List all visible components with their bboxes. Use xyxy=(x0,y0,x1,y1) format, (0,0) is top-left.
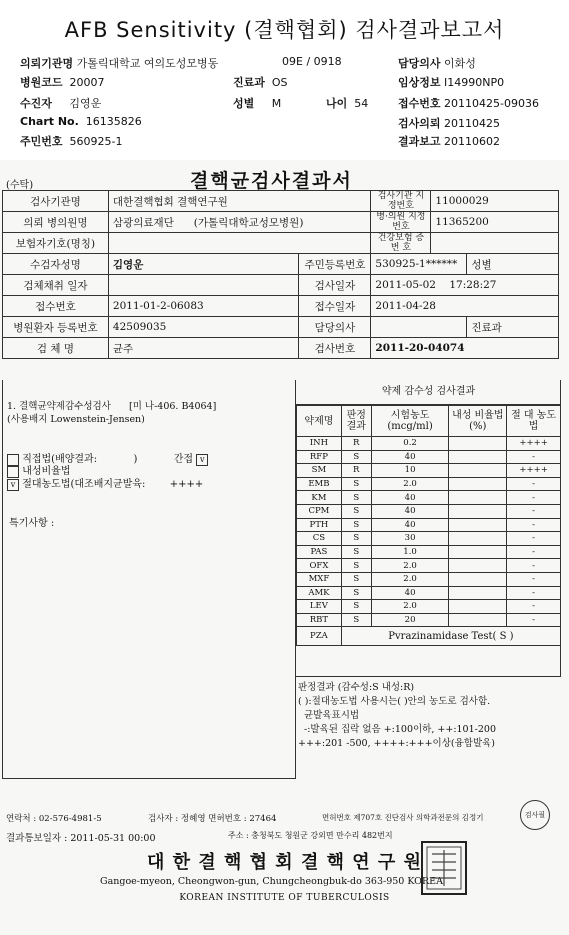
req-org-label: 의뢰기관명 xyxy=(20,57,74,70)
drug-row xyxy=(297,559,561,573)
drug-row xyxy=(297,545,561,559)
patient-label: 수진자 xyxy=(20,97,52,110)
drug-sensitivity-table xyxy=(296,405,561,646)
collect-date-value xyxy=(108,275,299,296)
drug-row xyxy=(297,477,561,491)
specimen-label: 검 체 명 xyxy=(3,338,109,359)
clinic-no-value: 11365200 xyxy=(431,212,559,233)
drug-result-cell: S xyxy=(341,532,371,546)
insurance-no-value xyxy=(431,233,559,254)
drug-conc-cell: 20 xyxy=(371,613,449,627)
method-code: [미 나-406. B4064] xyxy=(128,401,217,412)
sex-value: M xyxy=(271,97,282,110)
consign-tag: (수탁) xyxy=(6,180,34,191)
drug-ratio-cell xyxy=(449,437,507,451)
drug-result-cell: S xyxy=(341,491,371,505)
drug-abs-cell: - xyxy=(507,572,561,586)
pza-label: PZA xyxy=(297,627,342,646)
drug-ratio-cell xyxy=(449,464,507,478)
report-date-value: 20110602 xyxy=(444,135,501,148)
drug-result-cell: S xyxy=(341,613,371,627)
doctor-value: 이화성 xyxy=(444,57,476,70)
institute-name-en: KOREAN INSTITUTE OF TUBERCULOSIS xyxy=(179,893,390,903)
legend-line-2: ( ):절대농도법 사용시는( )안의 농도로 검사함. xyxy=(298,696,491,707)
patient-reg-label: 병원환자 등록번호 xyxy=(3,317,109,338)
drug-ratio-cell xyxy=(449,545,507,559)
drug-ratio-cell xyxy=(449,559,507,573)
chart-label: Chart No. xyxy=(20,115,79,128)
examinee-rrn-label: 주민등록번호 xyxy=(299,254,371,275)
drug-row xyxy=(297,437,561,451)
drug-conc-cell: 10 xyxy=(371,464,449,478)
drug-abs-cell: - xyxy=(507,504,561,518)
drug-ratio-cell xyxy=(449,600,507,614)
drug-abs-cell: - xyxy=(507,586,561,600)
inspection-stamp: 검사필 xyxy=(520,800,550,830)
footer-notice-label: 결과통보일자 : xyxy=(6,833,68,844)
drug-abs-cell: - xyxy=(507,600,561,614)
rrn-label: 주민번호 xyxy=(20,135,63,148)
footer-address: 주소 : 충청북도 청원군 강외면 만수리 482번지 xyxy=(228,831,393,840)
clinical-value: I14990NP0 xyxy=(444,76,505,89)
drug-result-cell: S xyxy=(341,477,371,491)
req-clinic-note: (가톨릭대학교성모병원) xyxy=(193,216,304,229)
drug-abs-cell: ++++ xyxy=(507,464,561,478)
age-value: 54 xyxy=(354,97,369,110)
recv-date-value: 2011-04-28 xyxy=(371,296,559,317)
drug-result-cell: R xyxy=(341,464,371,478)
drug-ratio-cell xyxy=(449,518,507,532)
method-title: 1. 결핵균약제감수성검사 xyxy=(7,401,111,412)
rrn-value: 560925-1 xyxy=(69,135,123,148)
drug-abs-cell: - xyxy=(507,559,561,573)
drug-name-cell: AMK xyxy=(297,586,342,600)
drug-abs-cell: - xyxy=(507,545,561,559)
hosp-code-value: 20007 xyxy=(69,76,105,89)
drug-conc-cell: 40 xyxy=(371,586,449,600)
req-clinic-value: 삼광의료재단 xyxy=(112,216,174,229)
drug-name-cell: PAS xyxy=(297,545,342,559)
drug-name-cell: MXF xyxy=(297,572,342,586)
drug-abs-cell: - xyxy=(507,613,561,627)
patient-reg-value: 42509035 xyxy=(108,317,299,338)
footer-contact: 연락처 : 02-576-4981-5 xyxy=(6,814,102,824)
drug-result-cell: S xyxy=(341,586,371,600)
drug-name-cell: PTH xyxy=(297,518,342,532)
legend-box xyxy=(295,676,561,779)
drug-row xyxy=(297,586,561,600)
exam-no-value: 2011-20-04074 xyxy=(371,338,559,359)
drug-abs-cell: - xyxy=(507,491,561,505)
attending-label: 담당의사 xyxy=(299,317,371,338)
indirect-checkbox: v xyxy=(196,454,208,466)
drug-abs-cell: - xyxy=(507,518,561,532)
drug-conc-cell: 2.0 xyxy=(371,559,449,573)
col-result: 판정 결과 xyxy=(341,406,371,437)
col-conc: 시험농도 (mcg/ml) xyxy=(371,406,449,437)
recv-no-label: 접수번호 xyxy=(3,296,109,317)
drug-name-cell: OFX xyxy=(297,559,342,573)
patient-value: 김영운 xyxy=(69,97,102,110)
sex-label: 성별 xyxy=(233,97,255,110)
drug-conc-cell: 30 xyxy=(371,532,449,546)
exam-req-label: 검사의뢰 xyxy=(398,117,441,130)
official-seal-icon xyxy=(420,840,468,896)
req-org-value: 가톨릭대학교 여의도성모병동 xyxy=(76,57,219,70)
remarks-label: 특기사항 : xyxy=(9,518,55,529)
req-clinic-label: 의뢰 병의원명 xyxy=(3,212,109,233)
drug-conc-cell: 2.0 xyxy=(371,600,449,614)
drug-ratio-cell xyxy=(449,532,507,546)
institute-address-en: Gangoe-myeon, Cheongwon-gun, Chungcheongbuk-do 363-950 KOREA xyxy=(100,876,443,887)
drug-ratio-cell xyxy=(449,450,507,464)
col-ratio: 내성 비율법(%) xyxy=(449,406,507,437)
chart-value: 16135826 xyxy=(85,115,142,128)
ward-value: 09E / 0918 xyxy=(282,55,342,68)
lab-no-label: 검사기관 지정번호 xyxy=(371,191,431,212)
drug-name-cell: LEV xyxy=(297,600,342,614)
lab-no-value: 11000029 xyxy=(431,191,559,212)
receipt-label: 접수번호 xyxy=(398,97,441,110)
ratio-label: 내성비율법 xyxy=(22,466,71,477)
footer-examiner: 검사자 : 정혜영 면허번호 : 27464 xyxy=(148,814,277,824)
attending-value xyxy=(371,317,467,338)
drug-conc-cell: 2.0 xyxy=(371,477,449,491)
sensitivity-title: 약제 감수성 검사결과 xyxy=(296,380,561,405)
direct-close: ) xyxy=(133,454,138,465)
drug-abs-cell: ++++ xyxy=(507,437,561,451)
drug-conc-cell: 40 xyxy=(371,450,449,464)
patient-info-table xyxy=(2,190,559,359)
age-label: 나이 xyxy=(326,97,348,110)
drug-name-cell: CPM xyxy=(297,504,342,518)
exam-req-value: 20110425 xyxy=(444,117,501,130)
document-title: 결핵균검사결과서 xyxy=(190,170,353,192)
drug-row xyxy=(297,464,561,478)
dept-value: OS xyxy=(271,76,288,89)
legend-line-3: 균발육표시법 xyxy=(304,710,360,721)
pza-value: Pvrazinamidase Test( S ) xyxy=(341,627,560,646)
drug-result-cell: S xyxy=(341,572,371,586)
drug-result-cell: S xyxy=(341,600,371,614)
legend-line-4: -:발육된 집락 없음 +:100이하, ++:101-200 xyxy=(304,724,496,735)
legend-line-5: +++:201 -500, ++++:+++이상(융합발육) xyxy=(298,738,496,749)
absolute-label: 절대농도법(대조배지균발육: xyxy=(22,479,146,490)
examinee-rrn-value: 530925-1****** xyxy=(371,254,467,275)
drug-result-cell: S xyxy=(341,450,371,464)
drug-conc-cell: 40 xyxy=(371,491,449,505)
drug-abs-cell: - xyxy=(507,450,561,464)
drug-conc-cell: 40 xyxy=(371,518,449,532)
receipt-value: 20110425-09036 xyxy=(444,97,539,110)
drug-conc-cell: 0.2 xyxy=(371,437,449,451)
drug-abs-cell: - xyxy=(507,532,561,546)
drug-row xyxy=(297,518,561,532)
results-section xyxy=(2,380,561,779)
footer-license: 면허번호 제707호 진단검사 의학과전문의 김정기 xyxy=(322,813,484,822)
drug-ratio-cell xyxy=(449,586,507,600)
exam-time-value: 17:28:27 xyxy=(449,279,497,291)
exam-date-value: 2011-05-02 xyxy=(375,279,436,291)
exam-no-label: 검사번호 xyxy=(299,338,371,359)
insurer-label: 보험자기호(명칭) xyxy=(3,233,109,254)
drug-result-cell: S xyxy=(341,518,371,532)
drug-result-cell: S xyxy=(341,504,371,518)
drug-row xyxy=(297,600,561,614)
collect-date-label: 검체채취 일자 xyxy=(3,275,109,296)
drug-row xyxy=(297,491,561,505)
drug-result-cell: S xyxy=(341,545,371,559)
drug-abs-cell: - xyxy=(507,477,561,491)
dept-label: 진료과 xyxy=(233,76,265,89)
drug-ratio-cell xyxy=(449,613,507,627)
clinical-label: 임상정보 xyxy=(398,76,441,89)
col-drug: 약제명 xyxy=(297,406,342,437)
lab-name-label: 검사기관명 xyxy=(3,191,109,212)
institute-name-kr: 대 한 결 핵 협 회 결 핵 연 구 원 xyxy=(147,852,422,873)
drug-result-cell: S xyxy=(341,559,371,573)
hosp-code-label: 병원코드 xyxy=(20,76,63,89)
drug-ratio-cell xyxy=(449,491,507,505)
drug-conc-cell: 2.0 xyxy=(371,572,449,586)
drug-name-cell: EMB xyxy=(297,477,342,491)
drug-ratio-cell xyxy=(449,477,507,491)
drug-row xyxy=(297,613,561,627)
recv-date-label: 접수일자 xyxy=(299,296,371,317)
clinic-no-label: 병·의원 지정번호 xyxy=(371,212,431,233)
direct-label: 직접법(배양결과: xyxy=(22,454,98,465)
drug-row xyxy=(297,504,561,518)
legend-line-1: 판정결과 (감수성:S 내성:R) xyxy=(298,682,415,693)
drug-name-cell: KM xyxy=(297,491,342,505)
method-panel xyxy=(3,380,295,778)
indirect-label: 간접 xyxy=(173,454,194,465)
medium-text: (사용배지 Lowenstein-Jensen) xyxy=(7,414,145,425)
insurer-value xyxy=(108,233,371,254)
exam-date-label: 검사일자 xyxy=(299,275,371,296)
absolute-checkbox: v xyxy=(7,479,19,491)
doctor-label: 담당의사 xyxy=(398,57,441,70)
drug-row xyxy=(297,450,561,464)
absolute-value: ++++ xyxy=(169,479,204,490)
drug-name-cell: INH xyxy=(297,437,342,451)
lab-name-value: 대한결핵협회 결핵연구원 xyxy=(108,191,371,212)
col-absolute: 절 대 농도법 xyxy=(507,406,561,437)
drug-row xyxy=(297,532,561,546)
drug-result-cell: R xyxy=(341,437,371,451)
footer-notice-value: 2011-05-31 00:00 xyxy=(70,833,156,844)
specimen-value: 균주 xyxy=(108,338,299,359)
drug-conc-cell: 1.0 xyxy=(371,545,449,559)
drug-ratio-cell xyxy=(449,504,507,518)
examinee-name-value: 김영운 xyxy=(108,254,299,275)
drug-row xyxy=(297,572,561,586)
insurance-no-label: 건강보험 증 번 호 xyxy=(371,233,431,254)
drug-name-cell: CS xyxy=(297,532,342,546)
drug-ratio-cell xyxy=(449,572,507,586)
drug-name-cell: RBT xyxy=(297,613,342,627)
dept-field-label: 진료과 xyxy=(467,317,559,338)
examinee-sex-label: 성별 xyxy=(467,254,559,275)
examinee-name-label: 수검자성명 xyxy=(3,254,109,275)
drug-name-cell: SM xyxy=(297,464,342,478)
report-title: AFB Sensitivity (결핵협회) 검사결과보고서 xyxy=(64,18,505,42)
recv-no-value: 2011-01-2-06083 xyxy=(108,296,299,317)
report-date-label: 결과보고 xyxy=(398,135,441,148)
drug-conc-cell: 40 xyxy=(371,504,449,518)
drug-name-cell: RFP xyxy=(297,450,342,464)
